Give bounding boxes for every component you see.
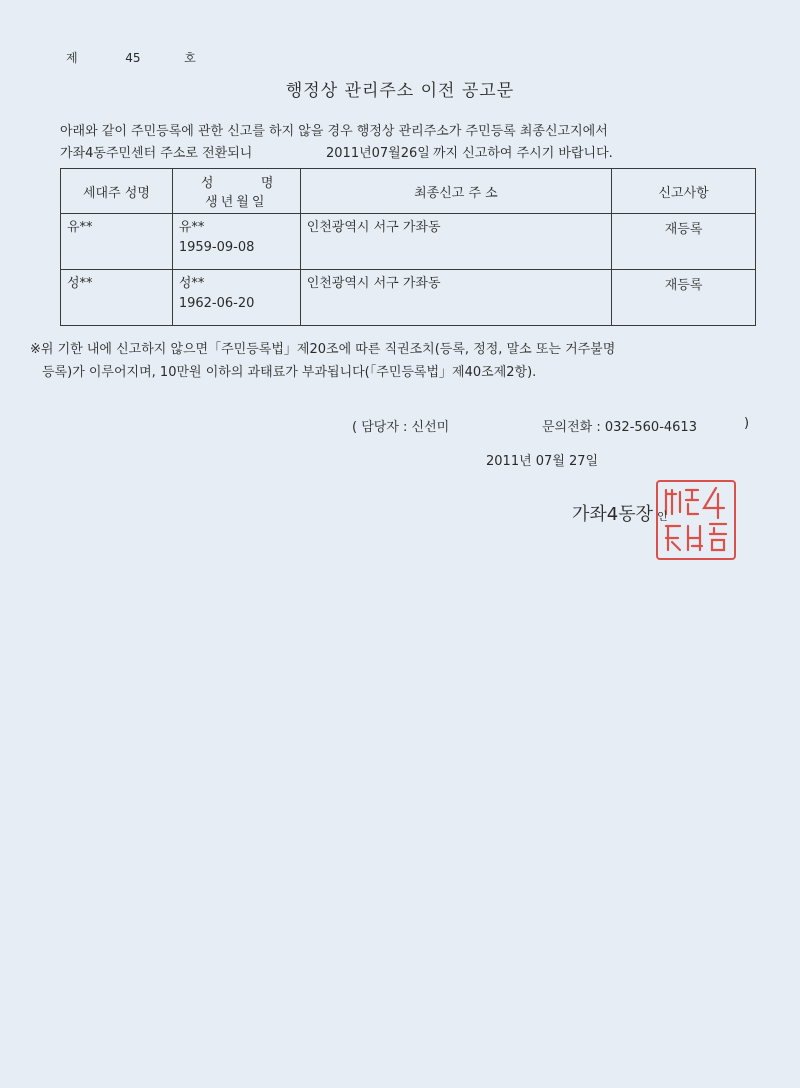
seal-glyph-icon: [658, 482, 734, 558]
cell-name-dob: [172, 270, 300, 326]
intro-line-2-pre: 가좌4동주민센터 주소로 전환되니: [60, 146, 253, 161]
cell-householder: 성**: [61, 270, 173, 326]
notice-number-prefix: 제: [66, 51, 78, 65]
contact-person: ( 담당자 : 신선미: [352, 420, 450, 435]
seal-mark: 인: [657, 510, 668, 523]
notice-number-suffix: 호: [184, 51, 196, 65]
intro-line-2: [60, 142, 613, 161]
contact-phone: 문의전화 : 032-560-4613: [542, 420, 697, 435]
header-name-b: 명: [260, 176, 274, 191]
table-row: [61, 214, 756, 270]
notice-number-value: 45: [125, 51, 141, 65]
table-header-row: [61, 169, 756, 214]
notice-number: [66, 49, 196, 66]
header-name-a: 성: [200, 176, 214, 191]
contact-close: ): [744, 416, 750, 431]
intro-line-2-post: 까지 신고하여 주시기 바랍니다.: [433, 146, 613, 161]
header-dob: 생년월일: [205, 195, 268, 210]
cell-householder: 유**: [61, 214, 173, 270]
cell-dob: 1962-06-20: [178, 296, 255, 311]
cell-address: 인천광역시 서구 가좌동: [300, 214, 611, 270]
issuer-signature: [572, 500, 668, 526]
issue-date: 2011년 07월 27일: [486, 454, 599, 469]
cell-report: 재등록: [612, 270, 756, 326]
document-title: 행정상 관리주소 이전 공고문: [285, 81, 515, 101]
deadline-date: 2011년07월26일: [326, 146, 430, 161]
contact-line: [352, 416, 750, 435]
cell-dob: 1959-09-08: [178, 240, 255, 255]
cell-name: 성**: [178, 276, 205, 291]
residents-table: [60, 168, 756, 326]
note-line-1: ※위 기한 내에 신고하지 않으면「주민등록법」제20조에 따른 직권조치(등록, 정정, 말소 또는 거주불명: [30, 342, 616, 357]
note-line-2: 등록)가 이루어지며, 10만원 이하의 과태료가 부과됩니다(「주민등록법」제40조제2항).: [42, 365, 537, 380]
issuer-name: 가좌4동장: [572, 504, 654, 525]
cell-address: 인천광역시 서구 가좌동: [300, 270, 611, 326]
header-name-dob: [172, 169, 300, 214]
official-seal: [656, 480, 736, 560]
cell-report: 재등록: [612, 214, 756, 270]
header-householder: 세대주 성명: [61, 169, 173, 214]
cell-name-dob: [172, 214, 300, 270]
intro-line-1: 아래와 같이 주민등록에 관한 신고를 하지 않을 경우 행정상 관리주소가 주민등록 최종신고지에서: [60, 124, 608, 139]
header-address: 최종신고 주 소: [300, 169, 611, 214]
cell-name: 유**: [178, 220, 205, 235]
table-row: [61, 270, 756, 326]
header-report: 신고사항: [612, 169, 756, 214]
